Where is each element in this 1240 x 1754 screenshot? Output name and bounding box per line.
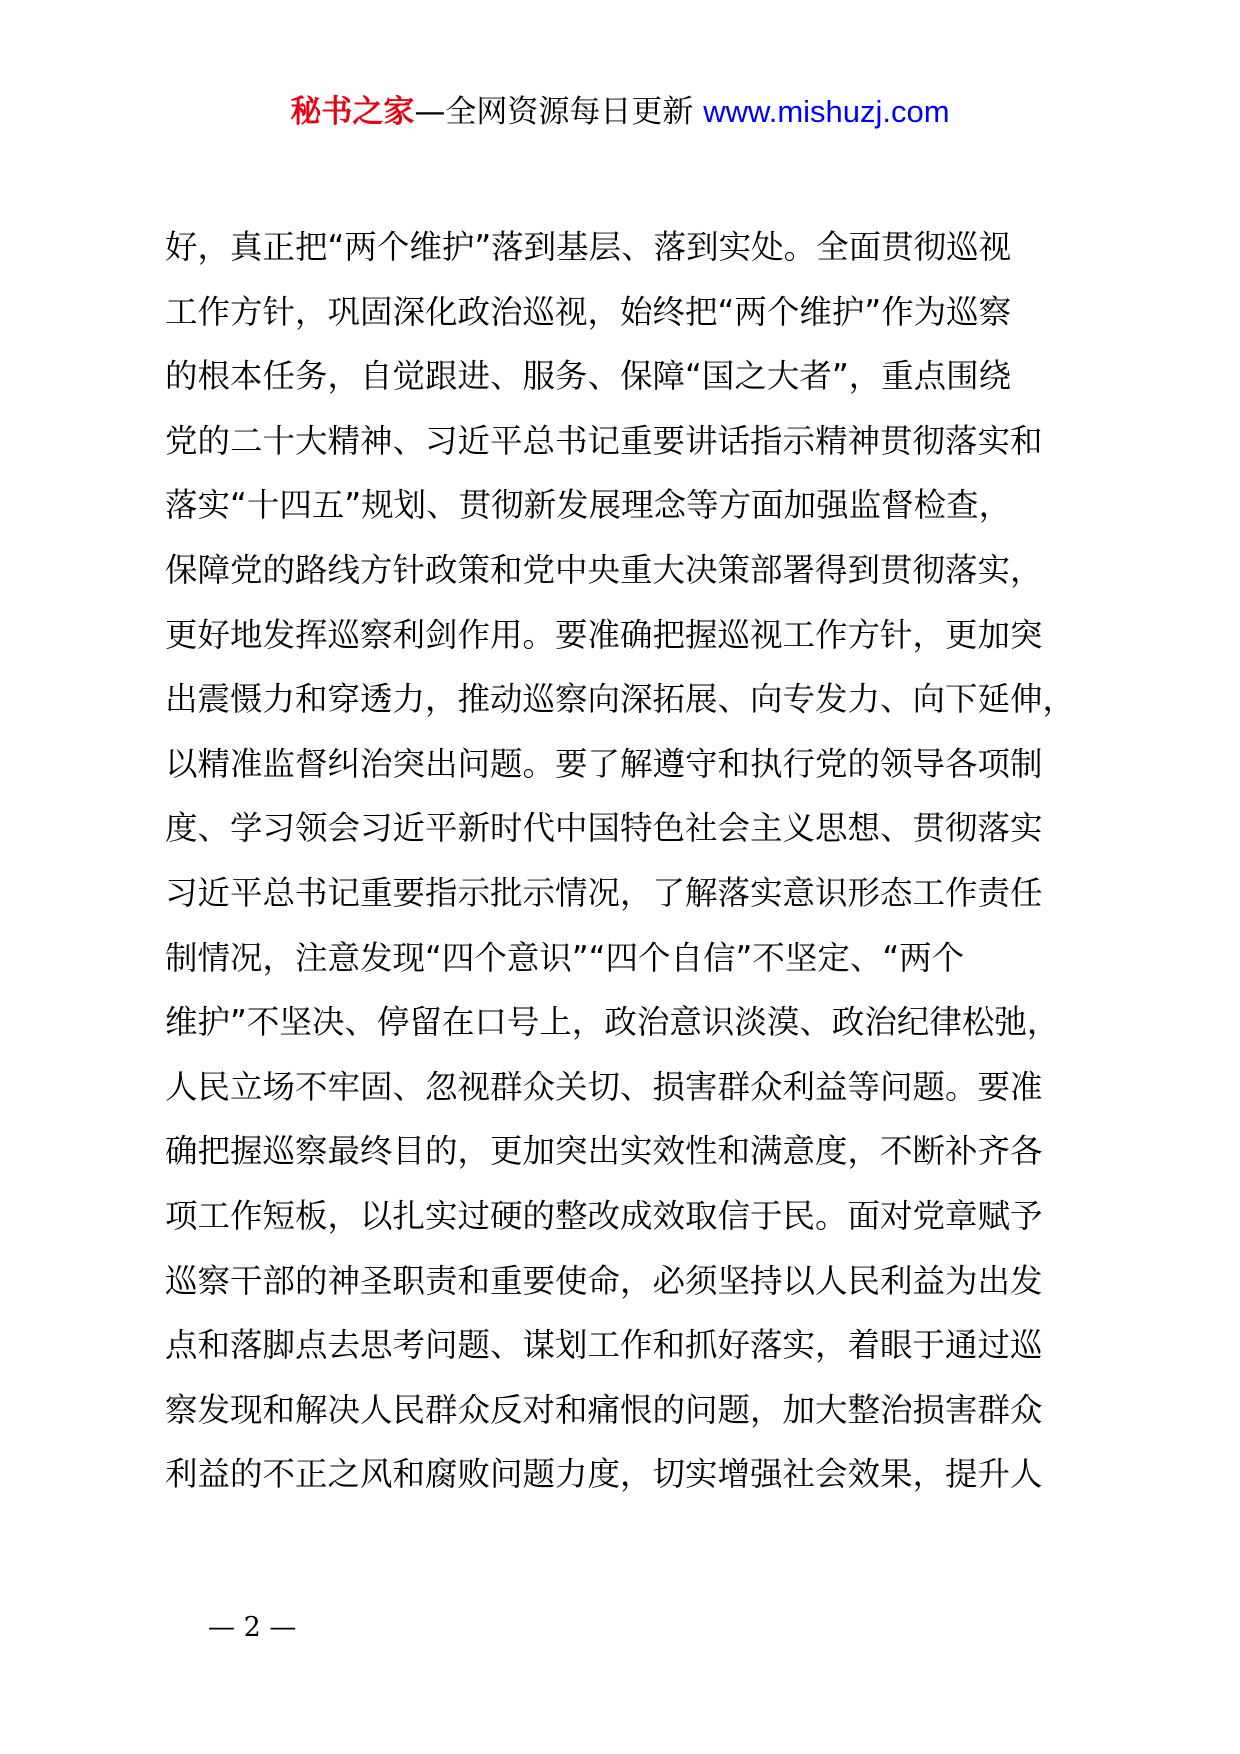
body-line: 维护”不坚决、停留在口号上，政治意识淡漠、政治纪律松弛， <box>165 1003 1060 1042</box>
body-line: 以精准监督纠治突出问题。要了解遵守和执行党的领导各项制 <box>165 744 1043 783</box>
body-line: 习近平总书记重要指示批示情况，了解落实意识形态工作责任 <box>165 873 1043 912</box>
body-line: 的根本任务，自觉跟进、服务、保障“国之大者”，重点围绕 <box>165 357 1012 396</box>
brand-name: 秘书之家 <box>290 94 415 130</box>
body-line: 察发现和解决人民群众反对和痛恨的问题，加大整治损害群众 <box>165 1390 1043 1429</box>
site-url-link[interactable]: www.mishuzj.com <box>703 94 950 129</box>
body-line: 度、学习领会习近平新时代中国特色社会主义思想、贯彻落实 <box>165 809 1043 848</box>
body-line: 人民立场不牢固、忽视群众关切、损害群众利益等问题。要准 <box>165 1067 1043 1106</box>
body-line: 点和落脚点去思考问题、谋划工作和抓好落实，着眼于通过巡 <box>165 1326 1043 1365</box>
body-line: 项工作短板，以扎实过硬的整改成效取信于民。面对党章赋予 <box>165 1196 1043 1235</box>
body-line: 确把握巡察最终目的，更加突出实效性和满意度，不断补齐各 <box>165 1132 1043 1171</box>
body-line: 出震慑力和穿透力，推动巡察向深拓展、向专发力、向下延伸， <box>165 680 1076 719</box>
body-line: 利益的不正之风和腐败问题力度，切实增强社会效果，提升人 <box>165 1455 1043 1494</box>
page-number: — 2 — <box>208 1612 297 1643</box>
body-line: 更好地发挥巡察利剑作用。要准确把握巡视工作方针，更加突 <box>165 615 1043 654</box>
body-line: 好，真正把“两个维护”落到基层、落到实处。全面贯彻巡视 <box>165 228 1012 266</box>
body-line: 工作方针，巩固深化政治巡视，始终把“两个维护”作为巡察 <box>165 292 1012 331</box>
body-line: 党的二十大精神、习近平总书记重要讲话指示精神贯彻落实和 <box>165 421 1043 460</box>
body-line: 保障党的路线方针政策和党中央重大决策部署得到贯彻落实， <box>165 550 1043 589</box>
body-line: 巡察干部的神圣职责和重要使命，必须坚持以人民利益为出发 <box>165 1261 1043 1300</box>
page-header <box>0 92 1240 132</box>
body-line: 制情况，注意发现“四个意识”“四个自信”不坚定、“两个 <box>165 938 965 977</box>
document-body <box>165 215 1125 1507</box>
body-line: 落实“十四五”规划、贯彻新发展理念等方面加强监督检查， <box>165 486 1012 525</box>
header-tagline: —全网资源每日更新 <box>414 94 694 130</box>
